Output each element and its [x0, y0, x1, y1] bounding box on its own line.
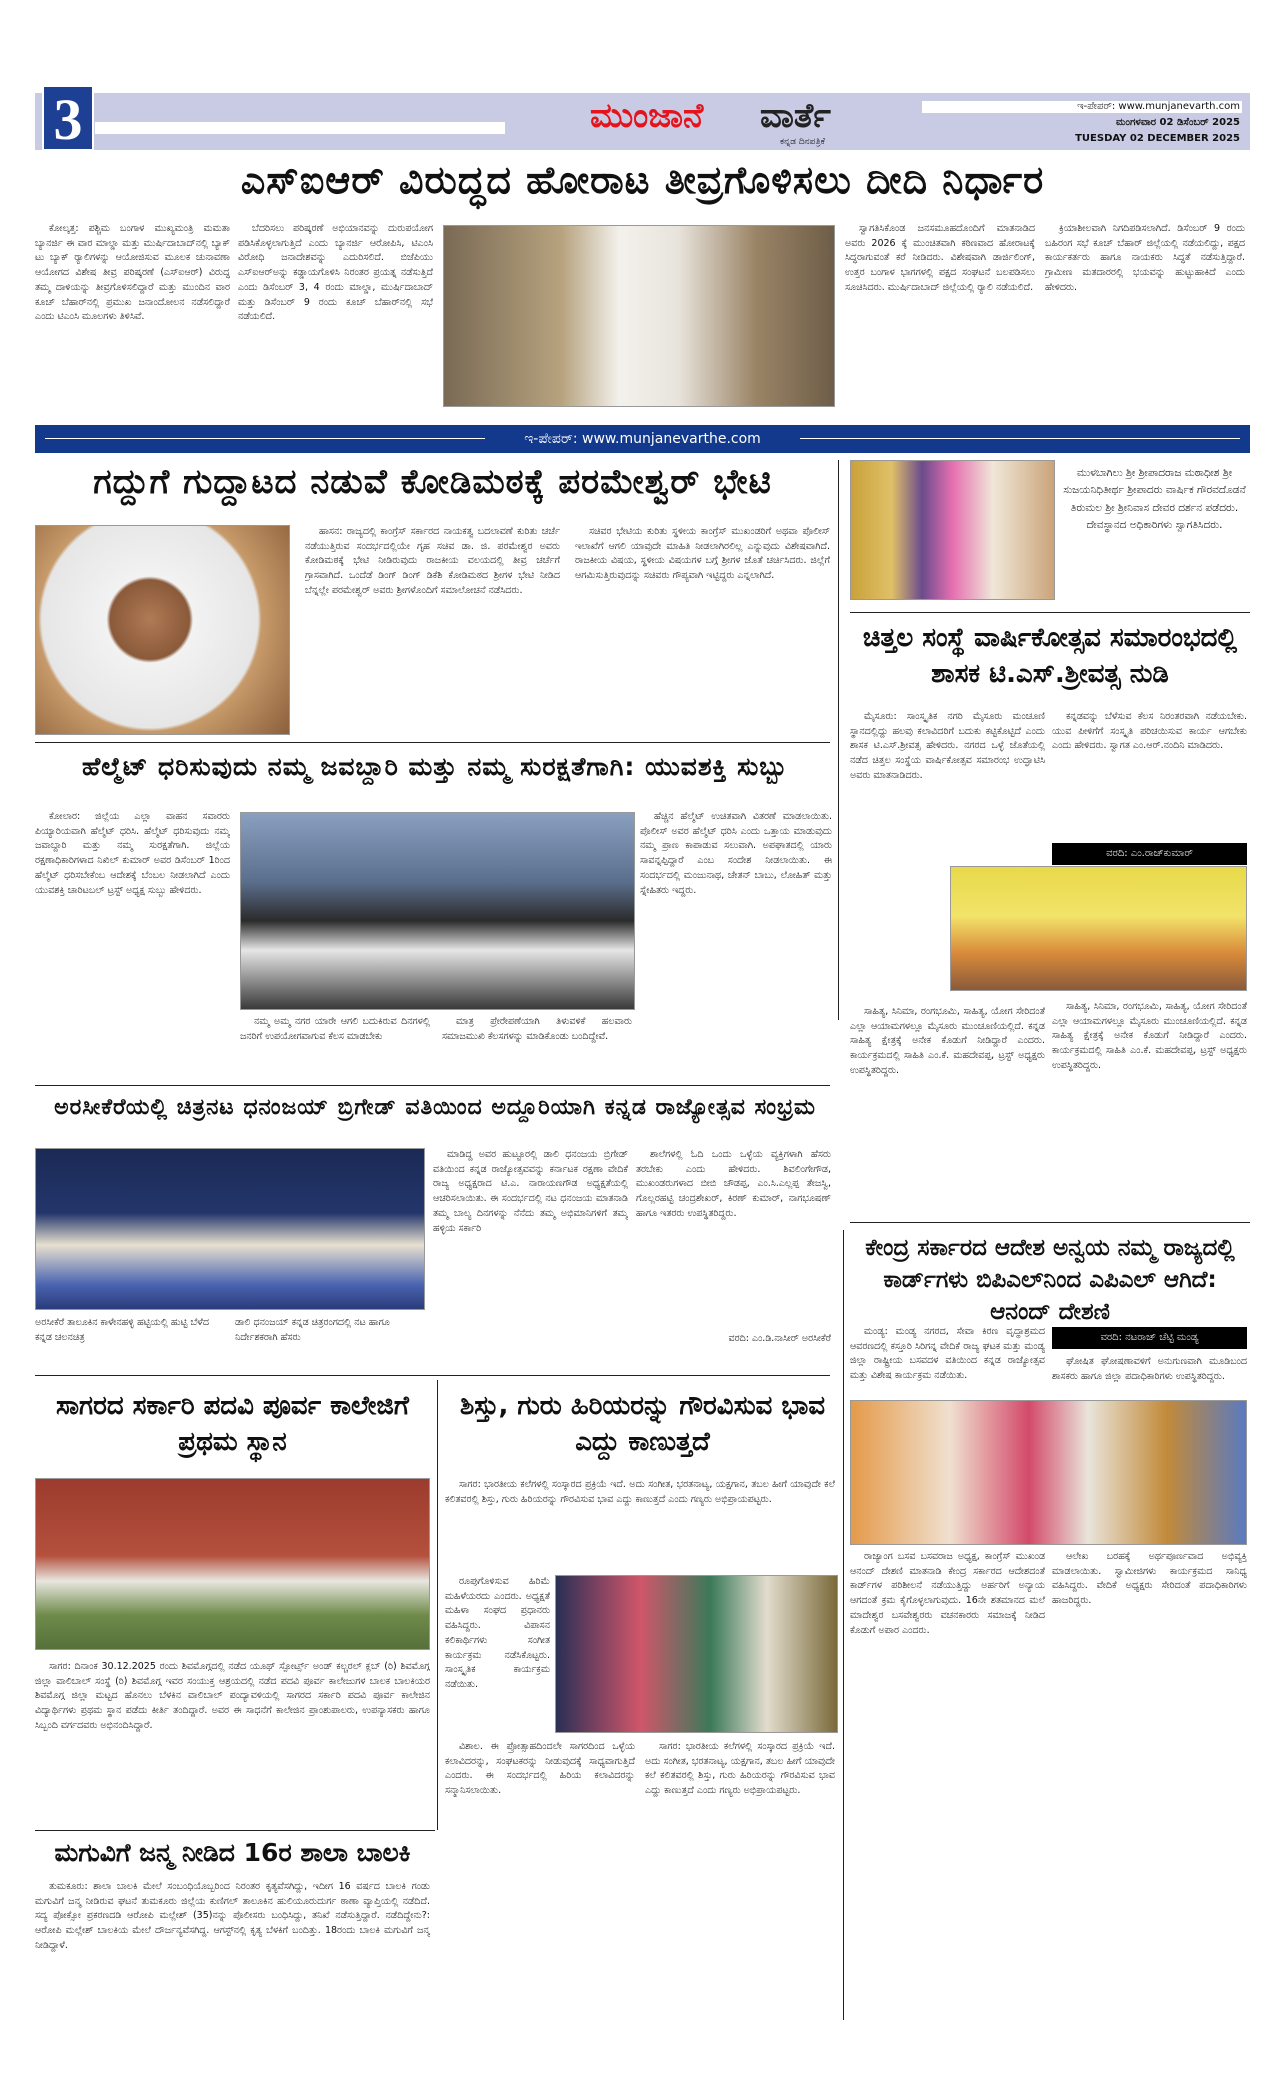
helmet-caption-1: ನಮ್ಮ ಅಮ್ಮ ನಗರ ಯಾರೇ ಆಗಲಿ ಬದುಕಿರುವ ದಿನಗಳಲ್ಲಿ ಜನರಿಗೆ ಉಪಯೋಗವಾಗುವ ಕೆಲಸ ಮಾಡಬೇಕು — [240, 1016, 430, 1042]
chitthala-col-3: ಸಾಹಿತ್ಯ, ಸಿನಿಮಾ, ರಂಗಭೂಮಿ, ಸಾಹಿತ್ಯ, ಯೋಗ ಸೇರಿದಂತೆ ಎಲ್ಲಾ ಆಯಾಮಗಳಲ್ಲೂ ಮೈಸೂರು ಮುಂಚೂಣಿಯಲ್ಲಿದೆ. ಕನ್ನಡ ಸಾಹಿತ್ಯ ಕ್ಷೇತ್ರಕ್ಕೆ ಅನೇಕ ಕೊಡುಗೆ ನೀಡಿದ್ದಾರೆ ಎಂದರು. ಕಾರ್ಯಕ್ರಮದಲ್ಲಿ ಸಾಹಿತಿ ಎಂ.ಕೆ. ಮಹದೇವಪ್ಪ, ಟ್ರಸ್ಟ್ ಅಧ್ಯಕ್ಷರು ಉಪಸ್ಥಿತರಿದ್ದರು. — [1052, 1001, 1247, 1071]
sagar-headline: ಸಾಗರದ ಸರ್ಕಾರಿ ಪದವಿ ಪೂರ್ವ ಕಾಲೇಜಿಗೆ ಪ್ರಥಮ ಸ್ಥಾನ — [56, 1391, 409, 1458]
chitthala-col-4: ಸಾಹಿತ್ಯ, ಸಿನಿಮಾ, ರಂಗಭೂಮಿ, ಸಾಹಿತ್ಯ, ಯೋಗ ಸೇರಿದಂತೆ ಎಲ್ಲಾ ಆಯಾಮಗಳಲ್ಲೂ ಮೈಸೂರು ಮುಂಚೂಣಿಯಲ್ಲಿದೆ. ಕನ್ನಡ ಸಾಹಿತ್ಯ ಕ್ಷೇತ್ರಕ್ಕೆ ಅನೇಕ ಕೊಡುಗೆ ನೀಡಿದ್ದಾರೆ ಎಂದರು. ಕಾರ್ಯಕ್ರಮದಲ್ಲಿ ಸಾಹಿತಿ ಎಂ.ಕೆ. ಮಹದೇವಪ್ಪ, ಟ್ರಸ್ಟ್ ಅಧ್ಯಕ್ಷರು ಉಪಸ್ಥಿತರಿದ್ದರು. — [850, 1006, 1045, 1076]
helmet-col-1: ಕೋಲಾರ: ಜಿಲ್ಲೆಯ ಎಲ್ಲಾ ವಾಹನ ಸವಾರರು ಪಿಯ್ಯಾರಿಯವಾಗಿ ಹೆಲ್ಮೆಟ್ ಧರಿಸಿ. ಹೆಲ್ಮೆಟ್ ಧರಿಸುವುದು ನಮ್ಮ ಜವಾಬ್ದಾರಿ ಮತ್ತು ನಮ್ಮ ಸುರಕ್ಷತೆಗಾಗಿ. ಜಿಲ್ಲೆಯ ರಕ್ಷಣಾಧಿಕಾರಿಗಳಾದ ನಿಖಿಲ್ ಕುಮಾರ್ ಅವರ ಡಿಸೆಂಬರ್ 1ರಿಂದ ಹೆಲ್ಮೆಟ್ ಧರಿಸಬೇಕೆಂಬ ಆದೇಶಕ್ಕೆ ಬೆಂಬಲ ನೀಡಲಾಗಿದೆ ಎಂದು ಯುವಶಕ್ತಿ ಚಾರಿಟಬಲ್ ಟ್ರಸ್ಟ್ ಅಧ್ಯಕ್ಷ ಸುಬ್ಬು ಹೇಳಿದರು. — [35, 811, 230, 896]
logo-part1: ಮುಂಜಾನೆ — [590, 96, 704, 136]
mulbagal-photo — [850, 460, 1055, 600]
chitthala-col-2: ಕನ್ನಡವನ್ನು ಬೆಳೆಸುವ ಕೆಲಸ ನಿರಂತರವಾಗಿ ನಡೆಯಬೇಕು. ಯುವ ಪೀಳಿಗೆಗೆ ಸಂಸ್ಕೃತಿ ಪರಿಚಯಿಸುವ ಕಾರ್ಯ ಆಗಬೇಕು ಎಂದು ಹೇಳಿದರು. ಸ್ವಾಗತ ಎಂ.ಆರ್.ನಂದಿನಿ ಮಾಡಿದರು. — [1052, 711, 1247, 752]
sagar-photo — [35, 1478, 430, 1650]
lead-col-3: ಸ್ವಾಗತಿಸಿಕೊಂಡ ಜನಸಮೂಹದೊಂದಿಗೆ ಮಾತನಾಡಿದ ಅವರು 2026 ಕ್ಕೆ ಮುಂಚಿತವಾಗಿ ಕಠಿಣವಾದ ಹೋರಾಟಕ್ಕೆ ಸಿದ್ಧರಾಗುವಂತೆ ಕರೆ ನೀಡಿದರು. ವಿಶೇಷವಾಗಿ ಡಾರ್ಜಿಲಿಂಗ್, ಉತ್ತರ ಬಂಗಾಳ ಭಾಗಗಳಲ್ಲಿ ಪಕ್ಷದ ಸಂಘಟನೆ ಬಲಪಡಿಸಲು ಸೂಚಿಸಿದರು. ಮುರ್ಷಿದಾಬಾದ್ ಜಿಲ್ಲೆಯಲ್ಲಿ ರ್‍ಯಾಲಿ ನಡೆಯಲಿದೆ. — [845, 223, 1035, 293]
shistu-headline: ಶಿಸ್ತು, ಗುರು ಹಿರಿಯರನ್ನು ಗೌರವಿಸುವ ಭಾವ ಎದ್ದು ಕಾಣುತ್ತದೆ — [459, 1391, 826, 1458]
magu-headline: ಮಗುವಿಗೆ ಜನ್ಮ ನೀಡಿದ 16ರ ಶಾಲಾ ಬಾಲಕಿ — [54, 1838, 411, 1867]
lead-col-1: ಕೋಲ್ಕತ್ತ: ಪಶ್ಚಿಮ ಬಂಗಾಳ ಮುಖ್ಯಮಂತ್ರಿ ಮಮತಾ ಬ್ಯಾನರ್ಜಿ ಈ ವಾರ ಮಾಲ್ಡಾ ಮತ್ತು ಮುರ್ಷಿದಾಬಾದ್‌ನಲ್ಲಿ ಬ್ಯಾಕ್ ಟು ಬ್ಯಾಕ್ ರ್‍ಯಾಲಿಗಳನ್ನು ಆಯೋಜಿಸುವ ಮೂಲಕ ಚುನಾವಣಾ ಆಯೋಗದ ವಿಶೇಷ ತೀವ್ರ ಪರಿಷ್ಕರಣೆ (ಎಸ್‌ಐಆರ್) ವಿರುದ್ಧ ತಮ್ಮ ದಾಳಿಯನ್ನು ತೀವ್ರಗೊಳಿಸಲಿದ್ದಾರೆ ಮತ್ತು ಮುಂದಿನ ವಾರ ಕೂಚ್ ಬೆಹಾರ್‌ನಲ್ಲಿ ಪ್ರಮುಖ ಜನಾಂದೋಲನ ನಡೆಸಲಿದ್ದಾರೆ ಎಂದು ಟಿಎಂಸಿ ಮೂಲಗಳು ತಿಳಿಸಿವೆ. — [35, 223, 230, 323]
kendra-col-3: ರಾಜ್ಯಾಂಗ ಬಸವ ಬಸವರಾಜ ಅಧ್ಯಕ್ಷ, ಕಾಂಗ್ರೆಸ್ ಮುಖಂಡ ಆನಂದ್ ದೇಶಣಿ ಮಾತನಾಡಿ ಕೇಂದ್ರ ಸರ್ಕಾರದ ಆದೇಶದಂತೆ ಕಾರ್ಡ್‌ಗಳ ಪರಿಶೀಲನೆ ನಡೆಯುತ್ತಿದ್ದು ಅರ್ಹರಿಗೆ ಅನ್ಯಾಯ ಆಗದಂತೆ ಕ್ರಮ ಕೈಗೊಳ್ಳಲಾಗುವುದು. 16ನೇ ಶತಮಾನದ ಮಲೆ ಮಾದೇಶ್ವರ ಬಸವೇಶ್ವರರು ವಚನಕಾರರು ಸಮಾಜಕ್ಕೆ ನೀಡಿದ ಕೊಡುಗೆ ಅಪಾರ ಎಂದರು. — [850, 1551, 1045, 1636]
arasikere-caption-2: ಡಾಲಿ ಧನಂಜಯ್ ಕನ್ನಡ ಚಿತ್ರರಂಗದಲ್ಲಿ ನಟ ಹಾಗೂ ನಿರ್ದೇಶಕರಾಗಿ ಹೆಸರು — [235, 1317, 390, 1344]
kendra-col-2: ಘೋಷಿತ ಘೋಷಣಾವಳಿಗೆ ಅನುಗುಣವಾಗಿ ಮೂಡಿಬಂದ ಶಾಸಕರು ಹಾಗೂ ಜಿಲ್ಲಾ ಪದಾಧಿಕಾರಿಗಳು ಉಪಸ್ಥಿತರಿದ್ದರು. — [1052, 1356, 1247, 1382]
shistu-col-4: ಸಾಗರ: ಭಾರತೀಯ ಕಲೆಗಳಲ್ಲಿ ಸಂಸ್ಕಾರದ ಪ್ರಕ್ರಿಯೆ ಇದೆ. ಅದು ಸಂಗೀತ, ಭರತನಾಟ್ಯ, ಯಕ್ಷಗಾನ, ತಬಲ ಹೀಗೆ ಯಾವುದೇ ಕಲೆ ಕಲಿತವರಲ್ಲಿ ಶಿಸ್ತು, ಗುರು ಹಿರಿಯರನ್ನು ಗೌರವಿಸುವ ಭಾವ ಎದ್ದು ಕಾಣುತ್ತದೆ ಎಂದು ಗಣ್ಯರು ಅಭಿಪ್ರಾಯಪಟ್ಟರು. — [645, 1741, 835, 1797]
epaper-banner[interactable]: ಇ-ಪೇಪರ್: www.munjanevarthe.com — [35, 425, 1250, 453]
helmet-photo — [240, 812, 635, 1010]
helmet-caption-2: ಮಾತ್ರ ಪ್ರೇರೇಪಣೆಯಾಗಿ ತಿಳುವಳಿಕೆ ಹಲವಾರು ಸಮಾಜಮುಖಿ ಕೆಲಸಗಳನ್ನು ಮಾಡಿಕೊಂಡು ಬಂದಿದ್ದೇವೆ. — [442, 1016, 632, 1042]
chitthala-headline: ಚಿತ್ತಲ ಸಂಸ್ಥೆ ವಾರ್ಷಿಕೋತ್ಸವ ಸಮಾರಂಭದಲ್ಲಿ ಶಾಸಕ ಟಿ.ಎಸ್.ಶ್ರೀವತ್ಸ ನುಡಿ — [862, 623, 1238, 690]
arasikere-credit: ವರದಿ: ಎಂ.ಡಿ.ನಾಸೀರ್ ಅರಸೀಕೆರೆ — [728, 1333, 831, 1344]
kendra-headline: ಕೇಂದ್ರ ಸರ್ಕಾರದ ಆದೇಶ ಅನ್ವಯ ನಮ್ಮ ರಾಜ್ಯದಲ್ಲಿ ಕಾರ್ಡ್‌ಗಳು ಬಿಪಿಎಲ್‌ನಿಂದ ಎಪಿಎಲ್ ಆಗಿದೆ: ಆನಂದ್ ದೇಶಣಿ — [865, 1235, 1235, 1326]
mulbagal-caption: ಮುಳಬಾಗಿಲು ಶ್ರೀ ಶ್ರೀಪಾದರಾಜ ಮಠಾಧೀಶ ಶ್ರೀ ಸುಜಯನಿಧಿತೀರ್ಥ ಶ್ರೀಪಾದರು ವಾರ್ಷಿಕ ಗೌರವದೊಡನೆ ತಿರುಮಲ ಶ್ರೀ ಶ್ರೀನಿವಾಸ ದೇವರ ದರ್ಶನ ಪಡೆದರು. ದೇವಸ್ಥಾನದ ಅಧಿಕಾರಿಗಳು ಸ್ವಾಗತಿಸಿದರು. — [1063, 467, 1246, 531]
kendra-credit: ವರದಿ: ನಟರಾಜ್ ಚೆಟ್ಟಿ ಮಂಡ್ಯ — [1052, 1327, 1247, 1349]
column-divider — [843, 1230, 844, 2020]
magu-body: ತುಮಕೂರು: ಶಾಲಾ ಬಾಲಕಿ ಮೇಲೆ ಸಂಬಂಧಿಯೊಬ್ಬರಿಂದ ನಿರಂತರ ಕೃತ್ಯವೆಸಗಿದ್ದು, ಇದೀಗ 16 ವರ್ಷದ ಬಾಲಕಿ ಗಂಡು ಮಗುವಿಗೆ ಜನ್ಮ ನೀಡಿರುವ ಘಟನೆ ತುಮಕೂರು ಜಿಲ್ಲೆಯ ಕುಣಿಗಲ್ ತಾಲೂಕಿನ ಹುಲಿಯೂರುದುರ್ಗ ಠಾಣಾ ವ್ಯಾಪ್ತಿಯಲ್ಲಿ ನಡೆದಿದೆ. ಸದ್ಯ ಪೋಕ್ಸೋ ಪ್ರಕರಣದಡಿ ಆರೋಪಿ ಮಲ್ಲೇಶ್ (35)ನನ್ನು ಪೊಲೀಸರು ಬಂಧಿಸಿದ್ದು, ತನಿಖೆ ನಡೆಸುತ್ತಿದ್ದಾರೆ. ನಡೆದಿದ್ದೇನು?: ಆರೋಪಿ ಮಲ್ಲೇಶ್ ಬಾಲಕಿಯ ಮೇಲೆ ದೌರ್ಜನ್ಯವೆಸಗಿದ್ದ. ಆಗಸ್ಟ್‌ನಲ್ಲಿ ಕೃತ್ಯ ಬೆಳಕಿಗೆ ಬಂದಿತ್ತು. 18ರಂದು ಬಾಲಕಿ ಮಗುವಿಗೆ ಜನ್ಮ ನೀಡಿದ್ದಾಳೆ. — [35, 1881, 430, 1951]
date-english: TUESDAY 02 DECEMBER 2025 — [1075, 133, 1240, 144]
page-number: 3 — [42, 85, 94, 151]
kendra-col-4: ಆಲೇಖ ಬರಹಕ್ಕೆ ಅರ್ಥಪೂರ್ಣವಾದ ಅಭಿವ್ಯಕ್ತಿ ಮಾಡಲಾಯಿತು. ಸ್ವಾಮೀಜಿಗಳು ಕಾರ್ಯಕ್ರಮದ ಸಾನಿಧ್ಯ ವಹಿಸಿದ್ದರು. ವೇದಿಕೆ ಅಧ್ಯಕ್ಷರು ಸೇರಿದಂತೆ ಪದಾಧಿಕಾರಿಗಳು ಹಾಜರಿದ್ದರು. — [1052, 1551, 1247, 1607]
arasikere-caption-1: ಅರಸೀಕೆರೆ ತಾಲೂಕಿನ ಕಾಳೇನಹಳ್ಳಿ ಹಟ್ಟಿಯಲ್ಲಿ ಹುಟ್ಟಿ ಬೆಳೆದ ಕನ್ನಡ ಚಲನಚಿತ್ರ — [35, 1317, 209, 1344]
date-kannada: ಮಂಗಳವಾರ 02 ಡಿಸೆಂಬರ್ 2025 — [1116, 117, 1240, 128]
arasikere-col-2: ಶಾಲೆಗಳಲ್ಲಿ ಓದಿ ಒಂದು ಒಳ್ಳೆಯ ವ್ಯಕ್ತಿಗಳಾಗಿ ಹೆಸರು ತರಬೇಕು ಎಂದು ಹೇಳಿದರು. ಶಿವಲಿಂಗೇಗೌಡ, ಮುಖಂಡರುಗಳಾದ ಬೀಬಿ ಚೌಡಪ್ಪ, ಎಂ.ಸಿ.ಎಲ್ಲಪ್ಪ ತೇಜಸ್ವಿ, ಗೊಲ್ಲರಹಟ್ಟಿ ಚಂದ್ರಶೇಖರ್, ಕಿರಣ್ ಕುಮಾರ್, ನಾಗಭೂಷಣ್ ಹಾಗೂ ಇತರರು ಉಪಸ್ಥಿತರಿದ್ದರು. — [636, 1149, 831, 1219]
kendra-col-1: ಮಂಡ್ಯ: ಮಂಡ್ಯ ನಗರದ, ಸೇವಾ ಕಿರಣ ವೃದ್ಧಾಶ್ರಮದ ಆವರಣದಲ್ಲಿ ಕಸ್ತೂರಿ ಸಿರಿಗನ್ನ ವೇದಿಕೆ ರಾಜ್ಯ ಘಟಕ ಮತ್ತು ಮಂಡ್ಯ ಜಿಲ್ಲಾ ರಾಷ್ಟ್ರೀಯ ಬಸವದಳ ವತಿಯಿಂದ ಕನ್ನಡ ರಾಜ್ಯೋತ್ಸವ ಮತ್ತು ವಿಶೇಷ ಕಾರ್ಯಕ್ರಮ ನಡೆಯಿತು. — [850, 1326, 1045, 1382]
shistu-photo — [555, 1575, 838, 1733]
divider — [35, 1830, 435, 1831]
sagar-body: ಸಾಗರ: ದಿನಾಂಕ 30.12.2025 ರಂದು ಶಿವಮೊಗ್ಗದಲ್ಲಿ ನಡೆದ ಯೂಥ್ ಸ್ಪೋರ್ಟ್ಸ್ ಅಂಡ್ ಕಲ್ಚರಲ್ ಕ್ಲಬ್ (ರಿ) ಶಿವಮೊಗ್ಗ ಜಿಲ್ಲಾ ವಾಲಿಬಾಲ್ ಸಂಸ್ಥೆ (ರಿ) ಶಿವಮೊಗ್ಗ ಇವರ ಸಂಯುಕ್ತ ಆಶ್ರಯದಲ್ಲಿ ನಡೆದ ಪದವಿ ಪೂರ್ವ ಕಾಲೇಜುಗಳ ಬಾಲಕ ಬಾಲಕಿಯರ ಶಿವಮೊಗ್ಗ ಜಿಲ್ಲಾ ಮಟ್ಟದ ಹೊನಲು ಬೆಳಕಿನ ವಾಲಿಬಾಲ್ ಪಂದ್ಯಾವಳಿಯಲ್ಲಿ ಸಾಗರದ ಸರ್ಕಾರಿ ಪದವಿ ಪೂರ್ವ ಕಾಲೇಜಿನ ವಿದ್ಯಾರ್ಥಿಗಳು ಪ್ರಥಮ ಸ್ಥಾನ ಪಡೆದು ಕೀರ್ತಿ ತಂದಿದ್ದಾರೆ. ಅವರ ಈ ಸಾಧನೆಗೆ ಕಾಲೇಜಿನ ಪ್ರಾಂಶುಪಾಲರು, ಉಪನ್ಯಾಸಕರು ಹಾಗೂ ಸಿಬ್ಬಂದಿ ವರ್ಗದವರು ಅಭಿನಂದಿಸಿದ್ದಾರೆ. — [35, 1661, 430, 1731]
chitthala-credit: ವರದಿ: ಎಂ.ರಾಜ್‌ಕುಮಾರ್ — [1052, 843, 1247, 865]
tagline: ಕನ್ನಡ ದಿನಪತ್ರಿಕೆ — [780, 137, 826, 147]
lead-photo — [443, 225, 835, 407]
column-divider — [838, 460, 839, 1020]
helmet-headline: ಹೆಲ್ಮೆಟ್ ಧರಿಸುವುದು ನಮ್ಮ ಜವಬ್ದಾರಿ ಮತ್ತು ನಮ್ಮ ಸುರಕ್ಷತೆಗಾಗಿ: ಯುವಶಕ್ತಿ ಸುಬ್ಬು — [81, 752, 789, 781]
helmet-col-2: ಹೆಚ್ಚಿನ ಹೆಲ್ಮೆಟ್ ಉಚಿತವಾಗಿ ವಿತರಣೆ ಮಾಡಲಾಯಿತು. ಪೊಲೀಸ್ ಅವರ ಹೆಲ್ಮೆಟ್ ಧರಿಸಿ ಎಂದು ಒತ್ತಾಯ ಮಾಡುವುದು ನಮ್ಮ ಪ್ರಾಣ ಕಾಪಾಡುವ ಸಲುವಾಗಿ. ಅಪಘಾತದಲ್ಲಿ ಯಾರು ಸಾವನ್ನಪ್ಪಿದ್ದಾರೆ ಎಂಬ ಸಂದೇಶ ನೀಡಲಾಯಿತು. ಈ ಸಂದರ್ಭದಲ್ಲಿ ಮಂಜುನಾಥ, ಚೇತನ್ ಬಾಬು, ಲೋಹಿತ್ ಮತ್ತು ಸ್ನೇಹಿತರು ಇದ್ದರು. — [640, 811, 832, 896]
arasikere-col-1: ಮಾಡಿದ್ದ ಅವರ ಹುಟ್ಟೂರಲ್ಲಿ ಡಾಲಿ ಧನಂಜಯ ಬ್ರಿಗೇಡ್ ವತಿಯಿಂದ ಕನ್ನಡ ರಾಜ್ಯೋತ್ಸವವನ್ನು ಕರ್ನಾಟಕ ರಕ್ಷಣಾ ವೇದಿಕೆ ರಾಜ್ಯ ಅಧ್ಯಕ್ಷರಾದ ಟಿ.ಎ. ನಾರಾಯಣಗೌಡ ಅಧ್ಯಕ್ಷತೆಯಲ್ಲಿ ಆಚರಿಸಲಾಯಿತು. ಈ ಸಂದರ್ಭದಲ್ಲಿ ನಟ ಧನಂಜಯ ಮಾತನಾಡಿ ತಮ್ಮ ಬಾಲ್ಯ ದಿನಗಳನ್ನು ನೆನೆದು ತಮ್ಮ ಅಭಿಮಾನಿಗಳಿಗೆ ತಮ್ಮ ಹಳ್ಳಿಯ ಸರ್ಕಾರಿ — [433, 1149, 628, 1234]
arasikere-headline: ಅರಸೀಕೆರೆಯಲ್ಲಿ ಚಿತ್ರನಟ ಧನಂಜಯ್ ಬ್ರಿಗೇಡ್ ವತಿಯಿಂದ ಅದ್ದೂರಿಯಾಗಿ ಕನ್ನಡ ರಾಜ್ಯೋತ್ಸವ ಸಂಭ್ರಮ — [54, 1095, 816, 1120]
kendra-photo — [850, 1400, 1247, 1545]
shistu-col-1: ಸಾಗರ: ಭಾರತೀಯ ಕಲೆಗಳಲ್ಲಿ ಸಂಸ್ಕಾರದ ಪ್ರಕ್ರಿಯೆ ಇದೆ. ಅದು ಸಂಗೀತ, ಭರತನಾಟ್ಯ, ಯಕ್ಷಗಾನ, ತಬಲ ಹೀಗೆ ಯಾವುದೇ ಕಲೆ ಕಲಿತವರಲ್ಲಿ ಶಿಸ್ತು, ಗುರು ಹಿರಿಯರನ್ನು ಗೌರವಿಸುವ ಭಾವ ಎದ್ದು ಕಾಣುತ್ತದೆ ಎಂದು ಗಣ್ಯರು ಅಭಿಪ್ರಾಯಪಟ್ಟರು. — [445, 1479, 835, 1505]
kodimutt-photo — [35, 525, 290, 735]
divider — [35, 742, 830, 743]
divider — [850, 1222, 1250, 1223]
lead-col-2: ಬೆದರಿಸಲು ಪರಿಷ್ಕರಣೆ ಅಭಿಯಾನವನ್ನು ದುರುಪಯೋಗ ಪಡಿಸಿಕೊಳ್ಳಲಾಗುತ್ತಿದೆ ಎಂದು ಬ್ಯಾನರ್ಜಿ ಆರೋಪಿಸಿ, ಟಿಎಂಸಿ ವಿರೋಧಿ ಜನಾದೇಶವನ್ನು ಎದುರಿಸಲಿದೆ. ಬಿಜೆಪಿಯು ಎಸ್‌ಐಆರ್‌ಅನ್ನು ಕಡ್ಡಾಯಗೊಳಿಸಿ ನಿರಂತರ ಪ್ರಯತ್ನ ನಡೆಸುತ್ತಿದೆ ಎಂದು ಡಿಸೆಂಬರ್ 3, 4 ರಂದು ಮಾಲ್ಡಾ, ಮುರ್ಷಿದಾಬಾದ್ ಮತ್ತು ಡಿಸೆಂಬರ್ 9 ರಂದು ಕೂಚ್ ಬೆಹಾರ್‌ನಲ್ಲಿ ಸಭೆ ನಡೆಯಲಿದೆ. — [238, 223, 433, 323]
masthead-rule — [95, 122, 505, 134]
shistu-col-3: ವಿಶಾಲ. ಈ ಪ್ರೋತ್ಸಾಹದಿಂದಲೇ ಸಾಗರದಿಂದ ಒಳ್ಳೆಯ ಕಲಾವಿದರನ್ನು, ಸಂಘಟಕರನ್ನು ನೀಡುವುದಕ್ಕೆ ಸಾಧ್ಯವಾಗುತ್ತಿದೆ ಎಂದರು. ಈ ಸಂದರ್ಭದಲ್ಲಿ ಹಿರಿಯ ಕಲಾವಿದರನ್ನು ಸನ್ಮಾನಿಸಲಾಯಿತು. — [445, 1741, 635, 1797]
kodimutt-headline: ಗದ್ದುಗೆ ಗುದ್ದಾಟದ ನಡುವೆ ಕೋಡಿಮಠಕ್ಕೆ ಪರಮೇಶ್ವರ್ ಭೇಟಿ — [93, 462, 772, 502]
logo-part2: ವಾರ್ತೆ — [760, 96, 831, 136]
divider — [35, 1375, 830, 1376]
epaper-url[interactable]: ಇ-ಪೇಪರ್: www.munjanevarth.com — [1077, 101, 1240, 112]
divider — [850, 612, 1250, 613]
divider — [35, 1085, 830, 1086]
chitthala-col-1: ಮೈಸೂರು: ಸಾಂಸ್ಕೃತಿಕ ನಗರಿ ಮೈಸೂರು ಮಂಚೂಣಿ ಸ್ಥಾನದಲ್ಲಿದ್ದು ಹಲವು ಕಲಾವಿದರಿಗೆ ಬದುಕು ಕಟ್ಟಿಕೊಟ್ಟಿದೆ ಎಂದು ಶಾಸಕ ಟಿ.ಎಸ್.ಶ್ರೀವತ್ಸ ಹೇಳಿದರು. ನಗರದ ಒಳ್ಳೆ ಜೊತೆಯಲ್ಲಿ ನಡೆದ ಚಿತ್ತಲ ಸಂಸ್ಥೆಯ ವಾರ್ಷಿಕೋತ್ಸವ ಸಮಾರಂಭ ಉದ್ಘಾಟಿಸಿ ಅವರು ಮಾತನಾಡಿದರು. — [850, 711, 1045, 781]
lead-headline: ಎಸ್‌ಐಆರ್ ವಿರುದ್ಧದ ಹೋರಾಟ ತೀವ್ರಗೊಳಿಸಲು ದೀದಿ ನಿರ್ಧಾರ — [240, 158, 1045, 202]
column-divider — [437, 1380, 438, 1830]
chitthala-photo — [950, 866, 1247, 991]
lead-col-4: ಕ್ರಿಯಾಶೀಲವಾಗಿ ನಿಗದಿಪಡಿಸಲಾಗಿದೆ. ಡಿಸೆಂಬರ್ 9 ರಂದು ಬಹಿರಂಗ ಸಭೆ ಕೂಚ್ ಬೆಹಾರ್ ಜಿಲ್ಲೆಯಲ್ಲಿ ನಡೆಯಲಿದ್ದು, ಪಕ್ಷದ ಕಾರ್ಯಕರ್ತರು ಹಾಗೂ ನಾಯಕರು ಸಿದ್ಧತೆ ನಡೆಸುತ್ತಿದ್ದಾರೆ. ಗ್ರಾಮೀಣ ಮತದಾರರಲ್ಲಿ ಭಯವನ್ನು ಹುಟ್ಟುಹಾಕಿದೆ ಎಂದು ಹೇಳಿದರು. — [1045, 223, 1245, 293]
kodimutt-col-1: ಹಾಸನ: ರಾಜ್ಯದಲ್ಲಿ ಕಾಂಗ್ರೆಸ್ ಸರ್ಕಾರದ ನಾಯಕತ್ವ ಬದಲಾವಣೆ ಕುರಿತು ಚರ್ಚೆ ನಡೆಯುತ್ತಿರುವ ಸಂದರ್ಭದಲ್ಲಿಯೇ ಗೃಹ ಸಚಿವ ಡಾ. ಜಿ. ಪರಮೇಶ್ವರ ಅವರು ಕೋಡಿಮಠಕ್ಕೆ ಭೇಟಿ ನೀಡಿರುವುದು ರಾಜಕೀಯ ವಲಯದಲ್ಲಿ ತೀವ್ರ ಚರ್ಚೆಗೆ ಗ್ರಾಸವಾಗಿದೆ. ಒಂದೆಡೆ ಡಿಂಗ್ ಡಿಂಗ್ ಡಿಕೆಶಿ ಕೋಡಿಮಠದ ಶ್ರೀಗಳ ಭೇಟಿ ನೀಡಿದ ಬೆನ್ನಲ್ಲೇ ಪರಮೇಶ್ವರ್ ಅವರು ಶ್ರೀಗಳೊಂದಿಗೆ ಸಮಾಲೋಚನೆ ನಡೆಸಿದರು. — [305, 526, 560, 596]
arasikere-photo — [35, 1148, 425, 1310]
shistu-col-2: ರೂಪುಗೊಳಿಸುವ ಹಿರಿಮೆ ಮಹಿಳೆಯರದು ಎಂದರು. ಅಧ್ಯಕ್ಷತೆ ಮಹಿಳಾ ಸಂಘದ ಪ್ರಧಾನರು ವಹಿಸಿದ್ದರು. ವಿಪಾಸನ ಕಲಿಕಾರ್ಥಿಗಳು ಸಂಗೀತ ಕಾರ್ಯಕ್ರಮ ನಡೆಸಿಕೊಟ್ಟರು. ಸಾಂಸ್ಕೃತಿಕ ಕಾರ್ಯಕ್ರಮ ನಡೆಯಿತು. — [445, 1576, 550, 1691]
kodimutt-col-2: ಸಚಿವರ ಭೇಟಿಯ ಕುರಿತು ಸ್ಥಳೀಯ ಕಾಂಗ್ರೆಸ್ ಮುಖಂಡರಿಗೆ ಅಥವಾ ಪೊಲೀಸ್ ಇಲಾಖೆಗೆ ಆಗಲಿ ಯಾವುದೇ ಮಾಹಿತಿ ನೀಡಲಾಗಿರಲಿಲ್ಲ ಎನ್ನುವುದು ವಿಶೇಷವಾಗಿದೆ. ರಾಜಕೀಯ ವಿಷಯ, ಸ್ಥಳೀಯ ವಿಷಯಗಳ ಬಗ್ಗೆ ಶ್ರೀಗಳ ಜೊತೆ ಚರ್ಚಿಸಿದರು. ಜಿಲ್ಲೆಗೆ ಆಗಮಿಸುತ್ತಿರುವುದನ್ನು ಸಚಿವರು ಗೌಪ್ಯವಾಗಿ ಇಟ್ಟಿದ್ದರು ಎನ್ನಲಾಗಿದೆ. — [575, 526, 830, 582]
